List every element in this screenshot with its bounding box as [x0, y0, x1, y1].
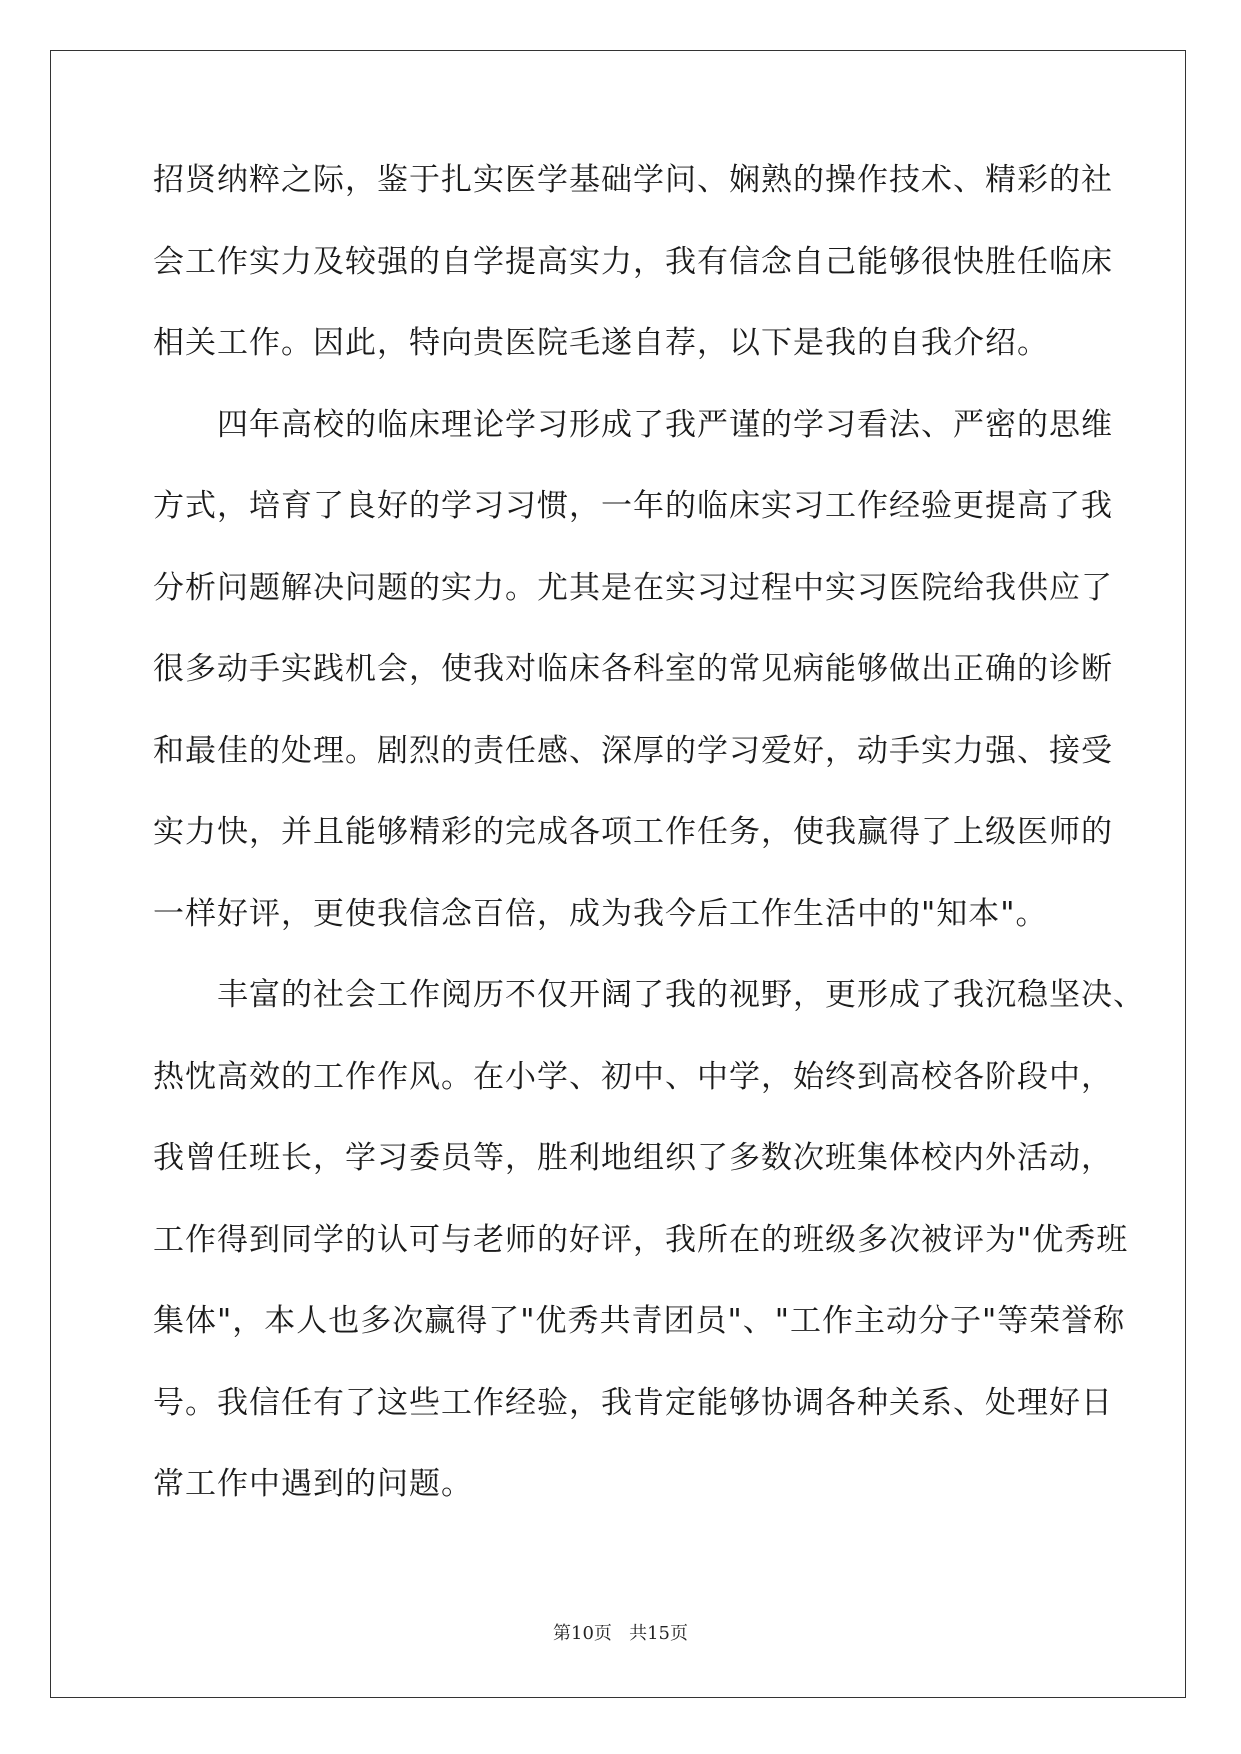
- text-line: 招贤纳粹之际，鉴于扎实医学基础学问、娴熟的操作技术、精彩的社: [153, 162, 1113, 198]
- text-line: 会工作实力及较强的自学提高实力，我有信念自己能够很快胜任临床: [153, 243, 1113, 280]
- text-line: 实力快，并且能够精彩的完成各项工作任务，使我赢得了上级医师的: [153, 814, 1113, 850]
- text-line: 我曾任班长，学习委员等，胜利地组织了多数次班集体校内外活动，: [153, 1140, 1113, 1176]
- text-line: 相关工作。因此，特向贵医院毛遂自荐，以下是我的自我介绍。: [153, 325, 1049, 361]
- text-line: 分析问题解决问题的实力。尤其是在实习过程中实习医院给我供应了: [153, 569, 1113, 606]
- text-line: 集体"，本人也多次赢得了"优秀共青团员"、"工作主动分子"等荣誉称: [153, 1303, 1126, 1339]
- text-line: 热忱高效的工作作风。在小学、初中、中学，始终到高校各阶段中，: [153, 1058, 1113, 1095]
- text-line: 很多动手实践机会，使我对临床各科室的常见病能够做出正确的诊断: [153, 651, 1113, 687]
- text-line: 和最佳的处理。剧烈的责任感、深厚的学习爱好，动手实力强、接受: [153, 732, 1113, 769]
- page-number: 第10页: [553, 1623, 612, 1644]
- text-line: 四年高校的临床理论学习形成了我严谨的学习看法、严密的思维: [153, 406, 1113, 443]
- page-total: 共15页: [629, 1623, 688, 1644]
- text-line: 常工作中遇到的问题。: [153, 1466, 473, 1502]
- text-line: 号。我信任有了这些工作经验，我肯定能够协调各种关系、处理好日: [153, 1384, 1113, 1421]
- text-line: 工作得到同学的认可与老师的好评，我所在的班级多次被评为"优秀班: [153, 1221, 1129, 1258]
- page-footer: [0, 1619, 1241, 1645]
- text-line: 丰富的社会工作阅历不仅开阔了我的视野，更形成了我沉稳坚决、: [153, 977, 1145, 1013]
- document-body: [153, 160, 1145, 1546]
- text-line: 方式，培育了良好的学习习惯，一年的临床实习工作经验更提高了我: [153, 488, 1113, 524]
- text-line: 一样好评，更使我信念百倍，成为我今后工作生活中的"知本"。: [153, 895, 1048, 932]
